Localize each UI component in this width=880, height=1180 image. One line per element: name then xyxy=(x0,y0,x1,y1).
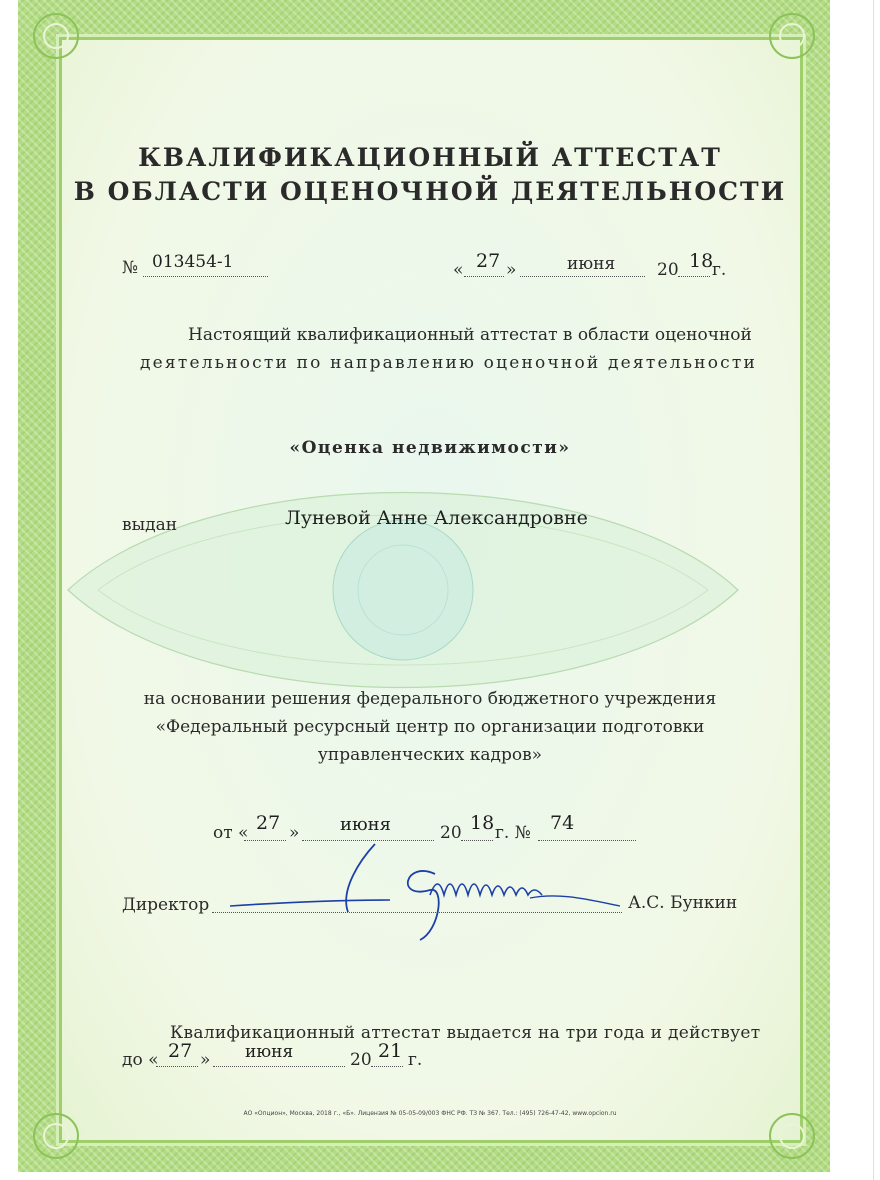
scan-edge xyxy=(873,0,874,1180)
decision-year-prefix: 20 xyxy=(440,823,462,843)
certificate-title-line-1: КВАЛИФИКАЦИОННЫЙ АТТЕСТАТ xyxy=(138,143,722,172)
basis-line-1: на основании решения федерального бюджетного учреждения xyxy=(143,689,717,709)
valid-until-label: до « xyxy=(122,1050,159,1070)
issue-day-close-quote: » xyxy=(506,260,517,280)
issue-year-underline xyxy=(678,276,710,277)
valid-until-day: 27 xyxy=(168,1040,193,1062)
issue-day-open-quote: « xyxy=(453,260,464,280)
director-signature-icon xyxy=(230,840,630,950)
intro-line-1: Настоящий квалификационный аттестат в области оценочной xyxy=(188,325,752,345)
certificate-title-line-2: В ОБЛАСТИ ОЦЕНОЧНОЙ ДЕЯТЕЛЬНОСТИ xyxy=(73,177,787,206)
corner-rosette-icon xyxy=(762,6,822,66)
decision-day: 27 xyxy=(256,812,281,834)
intro-line-2: деятельности по направлению оценочной деятельности xyxy=(140,353,758,373)
issue-year-unit: г. xyxy=(712,260,727,280)
issued-label: выдан xyxy=(122,515,178,535)
decision-from-label: от « xyxy=(213,823,249,843)
issue-day: 27 xyxy=(476,250,501,272)
validity-text: Квалификационный аттестат выдается на три года и действует xyxy=(170,1023,761,1043)
valid-until-month: июня xyxy=(245,1042,294,1062)
decision-number: 74 xyxy=(550,812,575,834)
issue-month-underline xyxy=(520,276,645,277)
valid-year-underline xyxy=(371,1066,403,1067)
valid-year-unit: г. xyxy=(408,1050,423,1070)
decision-day-close-quote: » xyxy=(289,823,300,843)
valid-year-prefix: 20 xyxy=(350,1050,372,1070)
decision-month: июня xyxy=(340,814,392,835)
number-underline xyxy=(143,276,268,277)
basis-line-3: управленческих кадров» xyxy=(317,745,543,765)
decision-year-suffix: 18 xyxy=(470,812,495,834)
basis-line-2: «Федеральный ресурсный центр по организации подготовки xyxy=(155,717,705,737)
issue-month: июня xyxy=(567,254,616,274)
valid-until-year-suffix: 21 xyxy=(378,1040,403,1062)
certificate-sheet xyxy=(18,0,830,1172)
issue-day-underline xyxy=(464,276,504,277)
director-name: А.С. Бункин xyxy=(628,893,738,913)
issue-year-prefix: 20 xyxy=(657,260,679,280)
certificate-number: 013454-1 xyxy=(152,252,234,272)
printer-imprint: АО «Опцион», Москва, 2018 г., «Б». Лицензия № 05-05-09/003 ФНС РФ. ТЗ № 367. Тел.: (495) 726-47-42, www.opcion.ru xyxy=(243,1110,617,1117)
assessment-direction: «Оценка недвижимости» xyxy=(289,438,571,458)
valid-month-underline xyxy=(213,1066,345,1067)
corner-rosette-icon xyxy=(26,6,86,66)
valid-day-underline xyxy=(156,1066,198,1067)
issue-year-suffix: 18 xyxy=(689,250,714,272)
decision-year-unit: г. № xyxy=(495,823,531,843)
holder-name: Луневой Анне Александровне xyxy=(285,507,588,529)
director-label: Директор xyxy=(122,895,210,915)
number-label: № xyxy=(122,258,139,278)
valid-day-close-quote: » xyxy=(200,1050,211,1070)
